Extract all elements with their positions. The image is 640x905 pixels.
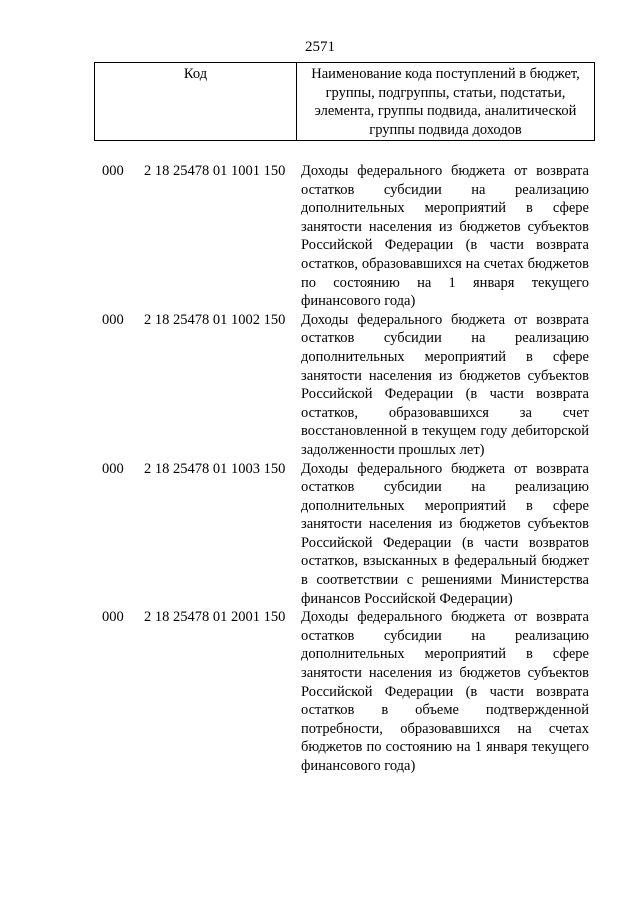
table-row bbox=[0, 460, 640, 609]
admin-code: 000 bbox=[102, 609, 124, 626]
header-code-column: Код bbox=[95, 63, 297, 140]
income-code-list bbox=[0, 162, 640, 776]
admin-code: 000 bbox=[102, 311, 124, 328]
page-number: 2571 bbox=[305, 39, 335, 55]
table-header bbox=[94, 62, 595, 141]
code-description: Доходы федерального бюджета от возврата остатков субсидии на реализацию дополнительных мероприятий в сфере занятости населения из бюджетов субъектов Российской Федерации (в части возврата остатков, образовавшихся за счет восстановленной в текущем году дебиторской задолженности прошлых лет) bbox=[301, 311, 589, 458]
code-description: Доходы федерального бюджета от возврата остатков субсидии на реализацию дополнительных мероприятий в сфере занятости населения из бюджетов субъектов Российской Федерации (в части возвратов остатков, взысканных в федеральный бюджет в соответствии с решениями Министерства финансов Российской Федерации) bbox=[301, 460, 589, 607]
header-name-column: Наименование кода поступлений в бюджет, группы, подгруппы, статьи, подстатьи, элемента, группы подвида, аналитической группы подвида доходов bbox=[311, 66, 580, 138]
budget-code: 2 18 25478 01 1003 150 bbox=[144, 460, 286, 477]
code-description: Доходы федерального бюджета от возврата остатков субсидии на реализацию дополнительных мероприятий в сфере занятости населения из бюджетов субъектов Российской Федерации (в части возврата остатков, образовавшихся на счетах бюджетов по состоянию на 1 января текущего финансового года) bbox=[301, 163, 589, 310]
code-description: Доходы федерального бюджета от возврата остатков субсидии на реализацию дополнительных мероприятий в сфере занятости населения из бюджетов субъектов Российской Федерации (в части возврата остатков в объеме подтвержденной потребности, образовавшихся на счетах бюджетов по состоянию на 1 января текущего финансового года) bbox=[301, 609, 589, 774]
admin-code: 000 bbox=[102, 163, 124, 179]
table-row bbox=[0, 608, 640, 775]
table-row bbox=[0, 162, 640, 311]
admin-code: 000 bbox=[102, 460, 124, 477]
table-row bbox=[0, 311, 640, 460]
budget-code: 2 18 25478 01 2001 150 bbox=[144, 609, 286, 626]
budget-code: 2 18 25478 01 1001 150 bbox=[144, 163, 286, 179]
budget-code: 2 18 25478 01 1002 150 bbox=[144, 311, 286, 328]
